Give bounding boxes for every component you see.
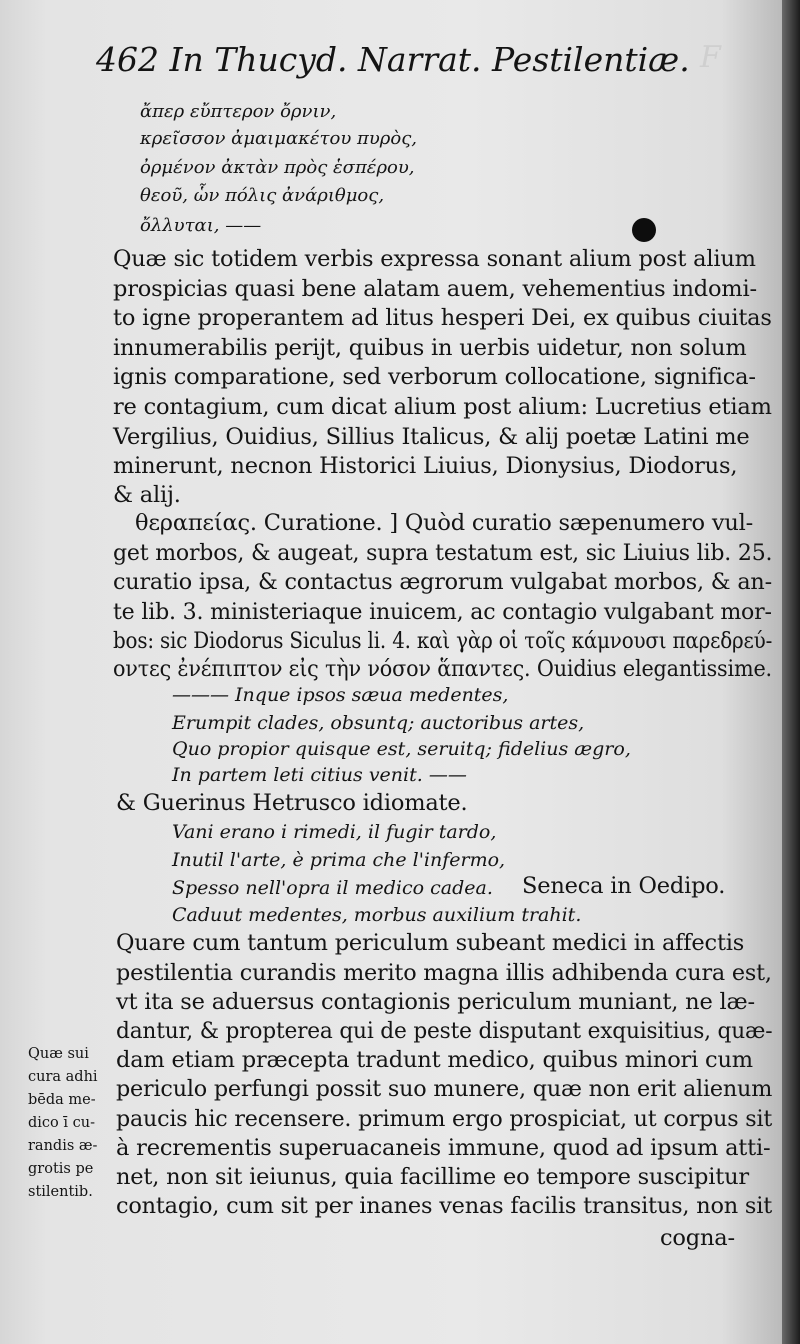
body-line: to igne properantem ad litus hesperi Dei, ex quibus ciuitas — [113, 305, 772, 331]
body-line: re contagium, cum dicat alium post alium: Lucretius etiam — [113, 394, 772, 420]
margin-note-line: bēda me- — [28, 1092, 96, 1108]
verse-line: ——— Inque ipsos sæua medentes, — [172, 684, 509, 706]
verse-line: Quo propior quisque est, seruitq; fidelius ægro, — [172, 738, 631, 760]
body-line: bos: sic Diodorus Siculus li. 4. καὶ γὰρ οἱ τοῖς κάμνουσι παρεδρεύ- — [113, 628, 773, 654]
margin-note-line: grotis pe — [28, 1161, 94, 1177]
ink-spot — [632, 218, 656, 242]
body-line: dam etiam præcepta tradunt medico, quibus minori cum — [116, 1047, 753, 1073]
margin-note-line: stilentib. — [28, 1184, 93, 1200]
margin-note-line: randis æ- — [28, 1138, 98, 1154]
seneca-reference: Seneca in Oedipo. — [522, 873, 726, 899]
greek-verse-line: κρεῖσσον ἀμαιμακέτου πυρὸς, — [140, 128, 418, 149]
body-line: & alij. — [113, 482, 181, 508]
verse-line: Spesso nell'opra il medico cadea. — [172, 877, 493, 899]
body-line: οντες ἐνέπιπτον εἰς τὴν νόσον ἅπαντες. Ouidius elegantissime. — [113, 656, 772, 682]
greek-verse-line: ὀρμένον ἀκτὰν πρὸς ἑσπέρου, — [140, 157, 415, 178]
margin-note-line: dico ī cu- — [28, 1115, 95, 1131]
body-line: periculo perfungi possit suo munere, quæ non erit alienum — [116, 1076, 773, 1102]
greek-verse-line: ὄλλυται, —— — [140, 215, 262, 236]
body-line: innumerabilis perijt, quibus in uerbis uidetur, non solum — [113, 335, 747, 361]
margin-note — [28, 1043, 98, 1204]
verse-line: In partem leti citius venit. —— — [172, 764, 467, 786]
greek-verse-line: ἄπερ εὔπτερον ὄρνιν, — [140, 101, 337, 122]
body-line: te lib. 3. ministeriaque inuicem, ac contagio vulgabant mor- — [113, 599, 772, 625]
body-line: prospicias quasi bene alatam auem, vehementius indomi- — [113, 276, 757, 302]
verse-line: Vani erano i rimedi, il fugir tardo, — [172, 821, 497, 843]
margin-note-line: cura adhi — [28, 1069, 98, 1085]
body-line: ignis comparatione, sed verborum collocatione, significa- — [113, 364, 756, 390]
catchword: cogna- — [660, 1225, 735, 1251]
greek-verse-line: θεοῦ, ὧν πόλις ἀνάριθμος, — [140, 185, 385, 206]
verse-line: Caduut medentes, morbus auxilium trahit. — [172, 904, 582, 926]
body-line: Vergilius, Ouidius, Sillius Italicus, & alij poetæ Latini me — [113, 424, 750, 450]
book-spine-shadow — [782, 0, 800, 1344]
body-line: Quæ sic totidem verbis expressa sonant alium post alium — [113, 246, 756, 272]
body-line: vt ita se aduersus contagionis periculum muniant, ne læ- — [116, 989, 755, 1015]
page-header: 462 In Thucyd. Narrat. Pestilentiæ. — [96, 40, 690, 79]
show-through-text: F — [700, 40, 721, 75]
body-line: Quare cum tantum periculum subeant medici in affectis — [116, 930, 745, 956]
body-line: & Guerinus Hetrusco idiomate. — [116, 790, 468, 816]
margin-note-line: Quæ sui — [28, 1046, 89, 1062]
body-line: get morbos, & augeat, supra testatum est, sic Liuius lib. 25. — [113, 540, 773, 566]
body-line: contagio, cum sit per inanes venas facilis transitus, non sit — [116, 1193, 773, 1219]
body-line: paucis hic recensere. primum ergo prospiciat, ut corpus sit — [116, 1106, 773, 1132]
body-line: à recrementis superuacaneis immune, quod ad ipsum atti- — [116, 1135, 771, 1161]
body-line: net, non sit ieiunus, quia facillime eo tempore suscipitur — [116, 1164, 749, 1190]
body-line: curatio ipsa, & contactus ægrorum vulgabat morbos, & an- — [113, 569, 772, 595]
verse-line: Inutil l'arte, è prima che l'infermo, — [172, 849, 506, 871]
body-line: θεραπείας. Curatione. ] Quòd curatio sæpenumero vul- — [135, 510, 754, 536]
verse-line: Erumpit clades, obsuntq; auctoribus artes, — [172, 712, 585, 734]
body-line: dantur, & propterea qui de peste disputant exquisitius, quæ- — [116, 1018, 773, 1044]
body-line: minerunt, necnon Historici Liuius, Dionysius, Diodorus, — [113, 453, 738, 479]
body-line: pestilentia curandis merito magna illis adhibenda cura est, — [116, 960, 772, 986]
